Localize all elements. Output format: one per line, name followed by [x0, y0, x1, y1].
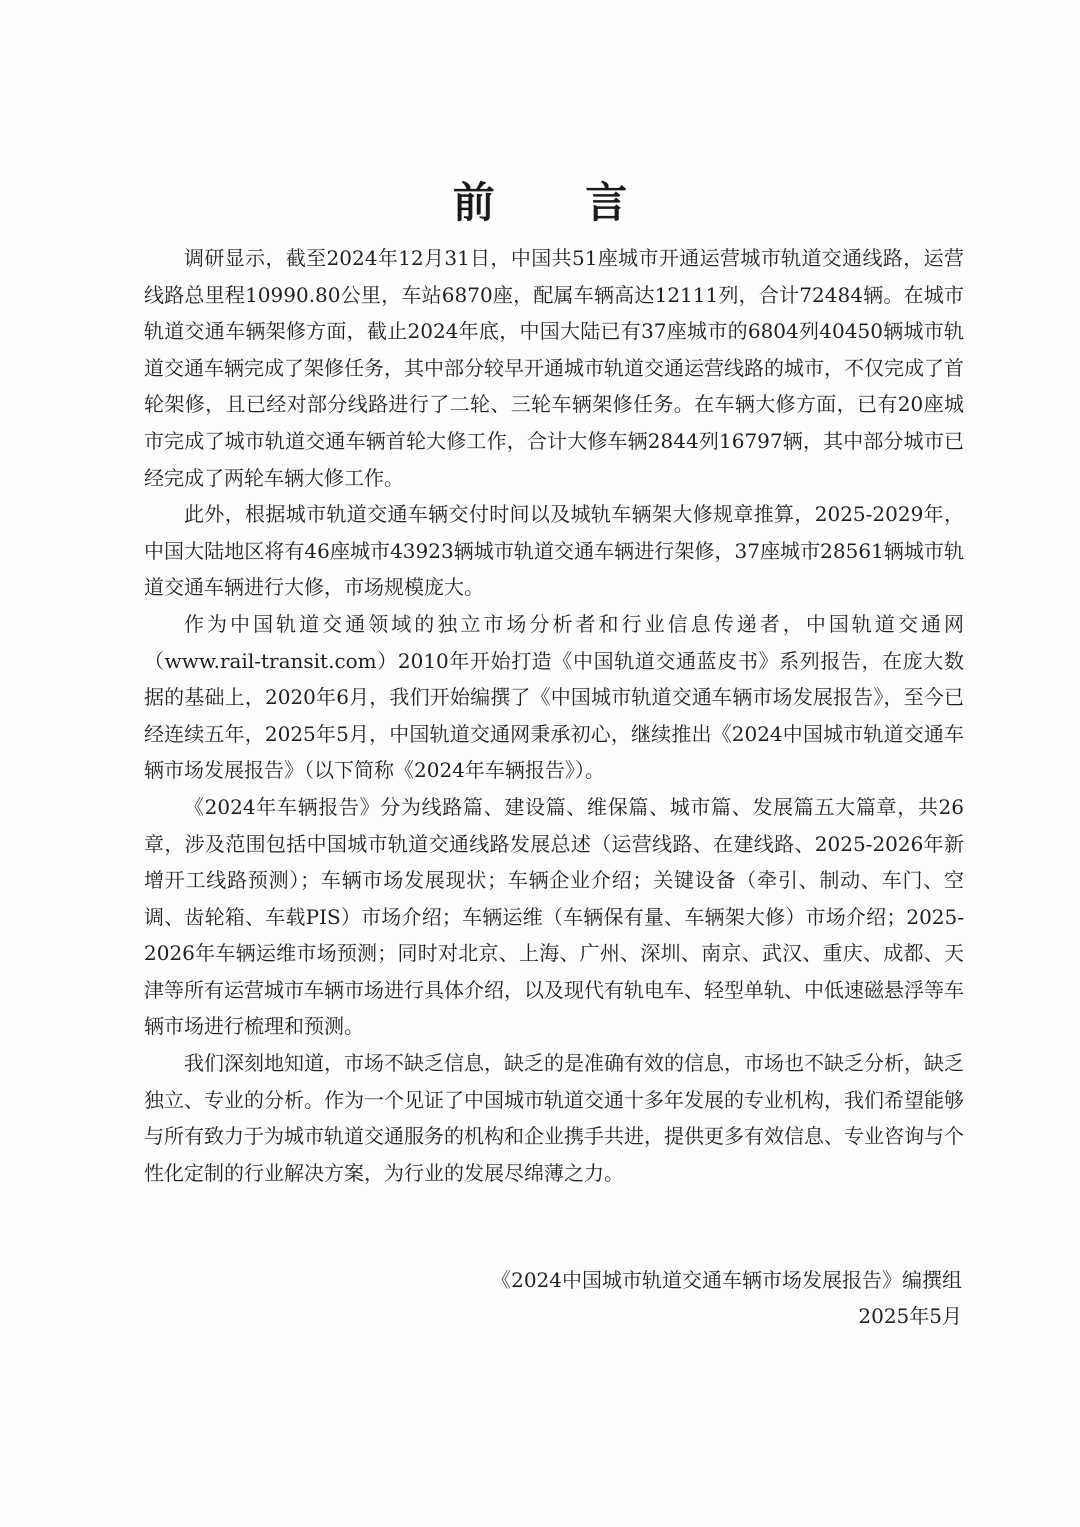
signature-date: 2025年5月: [858, 1304, 962, 1328]
paragraph: 《2024年车辆报告》分为线路篇、建设篇、维保篇、城市篇、发展篇五大篇章，共26章，涉及范围包括中国城市轨道交通线路发展总述（运营线路、在建线路、2025-2026年新增开工线路预测）；车辆市场发展现状；车辆企业介绍；关键设备（牵引、制动、车门、空调、齿轮箱、车载PIS）市场介绍；车辆运维（车辆保有量、车辆架大修）市场介绍；2025-2026年车辆运维市场预测；同时对北京、上海、广州、深圳、南京、武汉、重庆、成都、天津等所有运营城市车辆市场进行具体介绍，以及现代有轨电车、轻型单轨、中低速磁悬浮等车辆市场进行梳理和预测。: [144, 794, 964, 1039]
paragraph: 此外，根据城市轨道交通车辆交付时间以及城轨车辆架大修规章推算，2025-2029年，中国大陆地区将有46座城市43923辆城市轨道交通车辆进行架修，37座城市28561辆城市轨道交通车辆进行大修，市场规模庞大。: [144, 502, 964, 600]
paragraph: 我们深刻地知道，市场不缺乏信息，缺乏的是准确有效的信息，市场也不缺乏分析，缺乏独立、专业的分析。作为一个见证了中国城市轨道交通十多年发展的专业机构，我们希望能够与所有致力于为城市轨道交通服务的机构和企业携手共进，提供更多有效信息、专业咨询与个性化定制的行业解决方案，为行业的发展尽绵薄之力。: [144, 1051, 964, 1185]
signature-author: 《2024中国城市轨道交通车辆市场发展报告》编撰组: [491, 1268, 962, 1292]
signature-block: [491, 1262, 962, 1334]
paragraph: 调研显示，截至2024年12月31日，中国共51座城市开通运营城市轨道交通线路，运营线路总里程10990.80公里，车站6870座，配属车辆高达12111列，合计72484辆。在城市轨道交通车辆架修方面，截止2024年底，中国大陆已有37座城市的6804列40450辆城市轨道交通车辆完成了架修任务，其中部分较早开通城市轨道交通运营线路的城市，不仅完成了首轮架修，且已经对部分线路进行了二轮、三轮车辆架修任务。在车辆大修方面，已有20座城市完成了城市轨道交通车辆首轮大修工作，合计大修车辆2844列16797辆，其中部分城市已经完成了两轮车辆大修工作。: [144, 246, 964, 490]
paragraph: 作为中国轨道交通领域的独立市场分析者和行业信息传递者，中国轨道交通网（www.rail-transit.com）2010年开始打造《中国轨道交通蓝皮书》系列报告，在庞大数据的基础上，2020年6月，我们开始编撰了《中国城市轨道交通车辆市场发展报告》，至今已经连续五年，2025年5月，中国轨道交通网秉承初心，继续推出《2024中国城市轨道交通车辆市场发展报告》（以下简称《2024年车辆报告》）。: [144, 611, 964, 783]
page-title: 前 言: [452, 178, 666, 227]
preface-body: [144, 240, 964, 1191]
